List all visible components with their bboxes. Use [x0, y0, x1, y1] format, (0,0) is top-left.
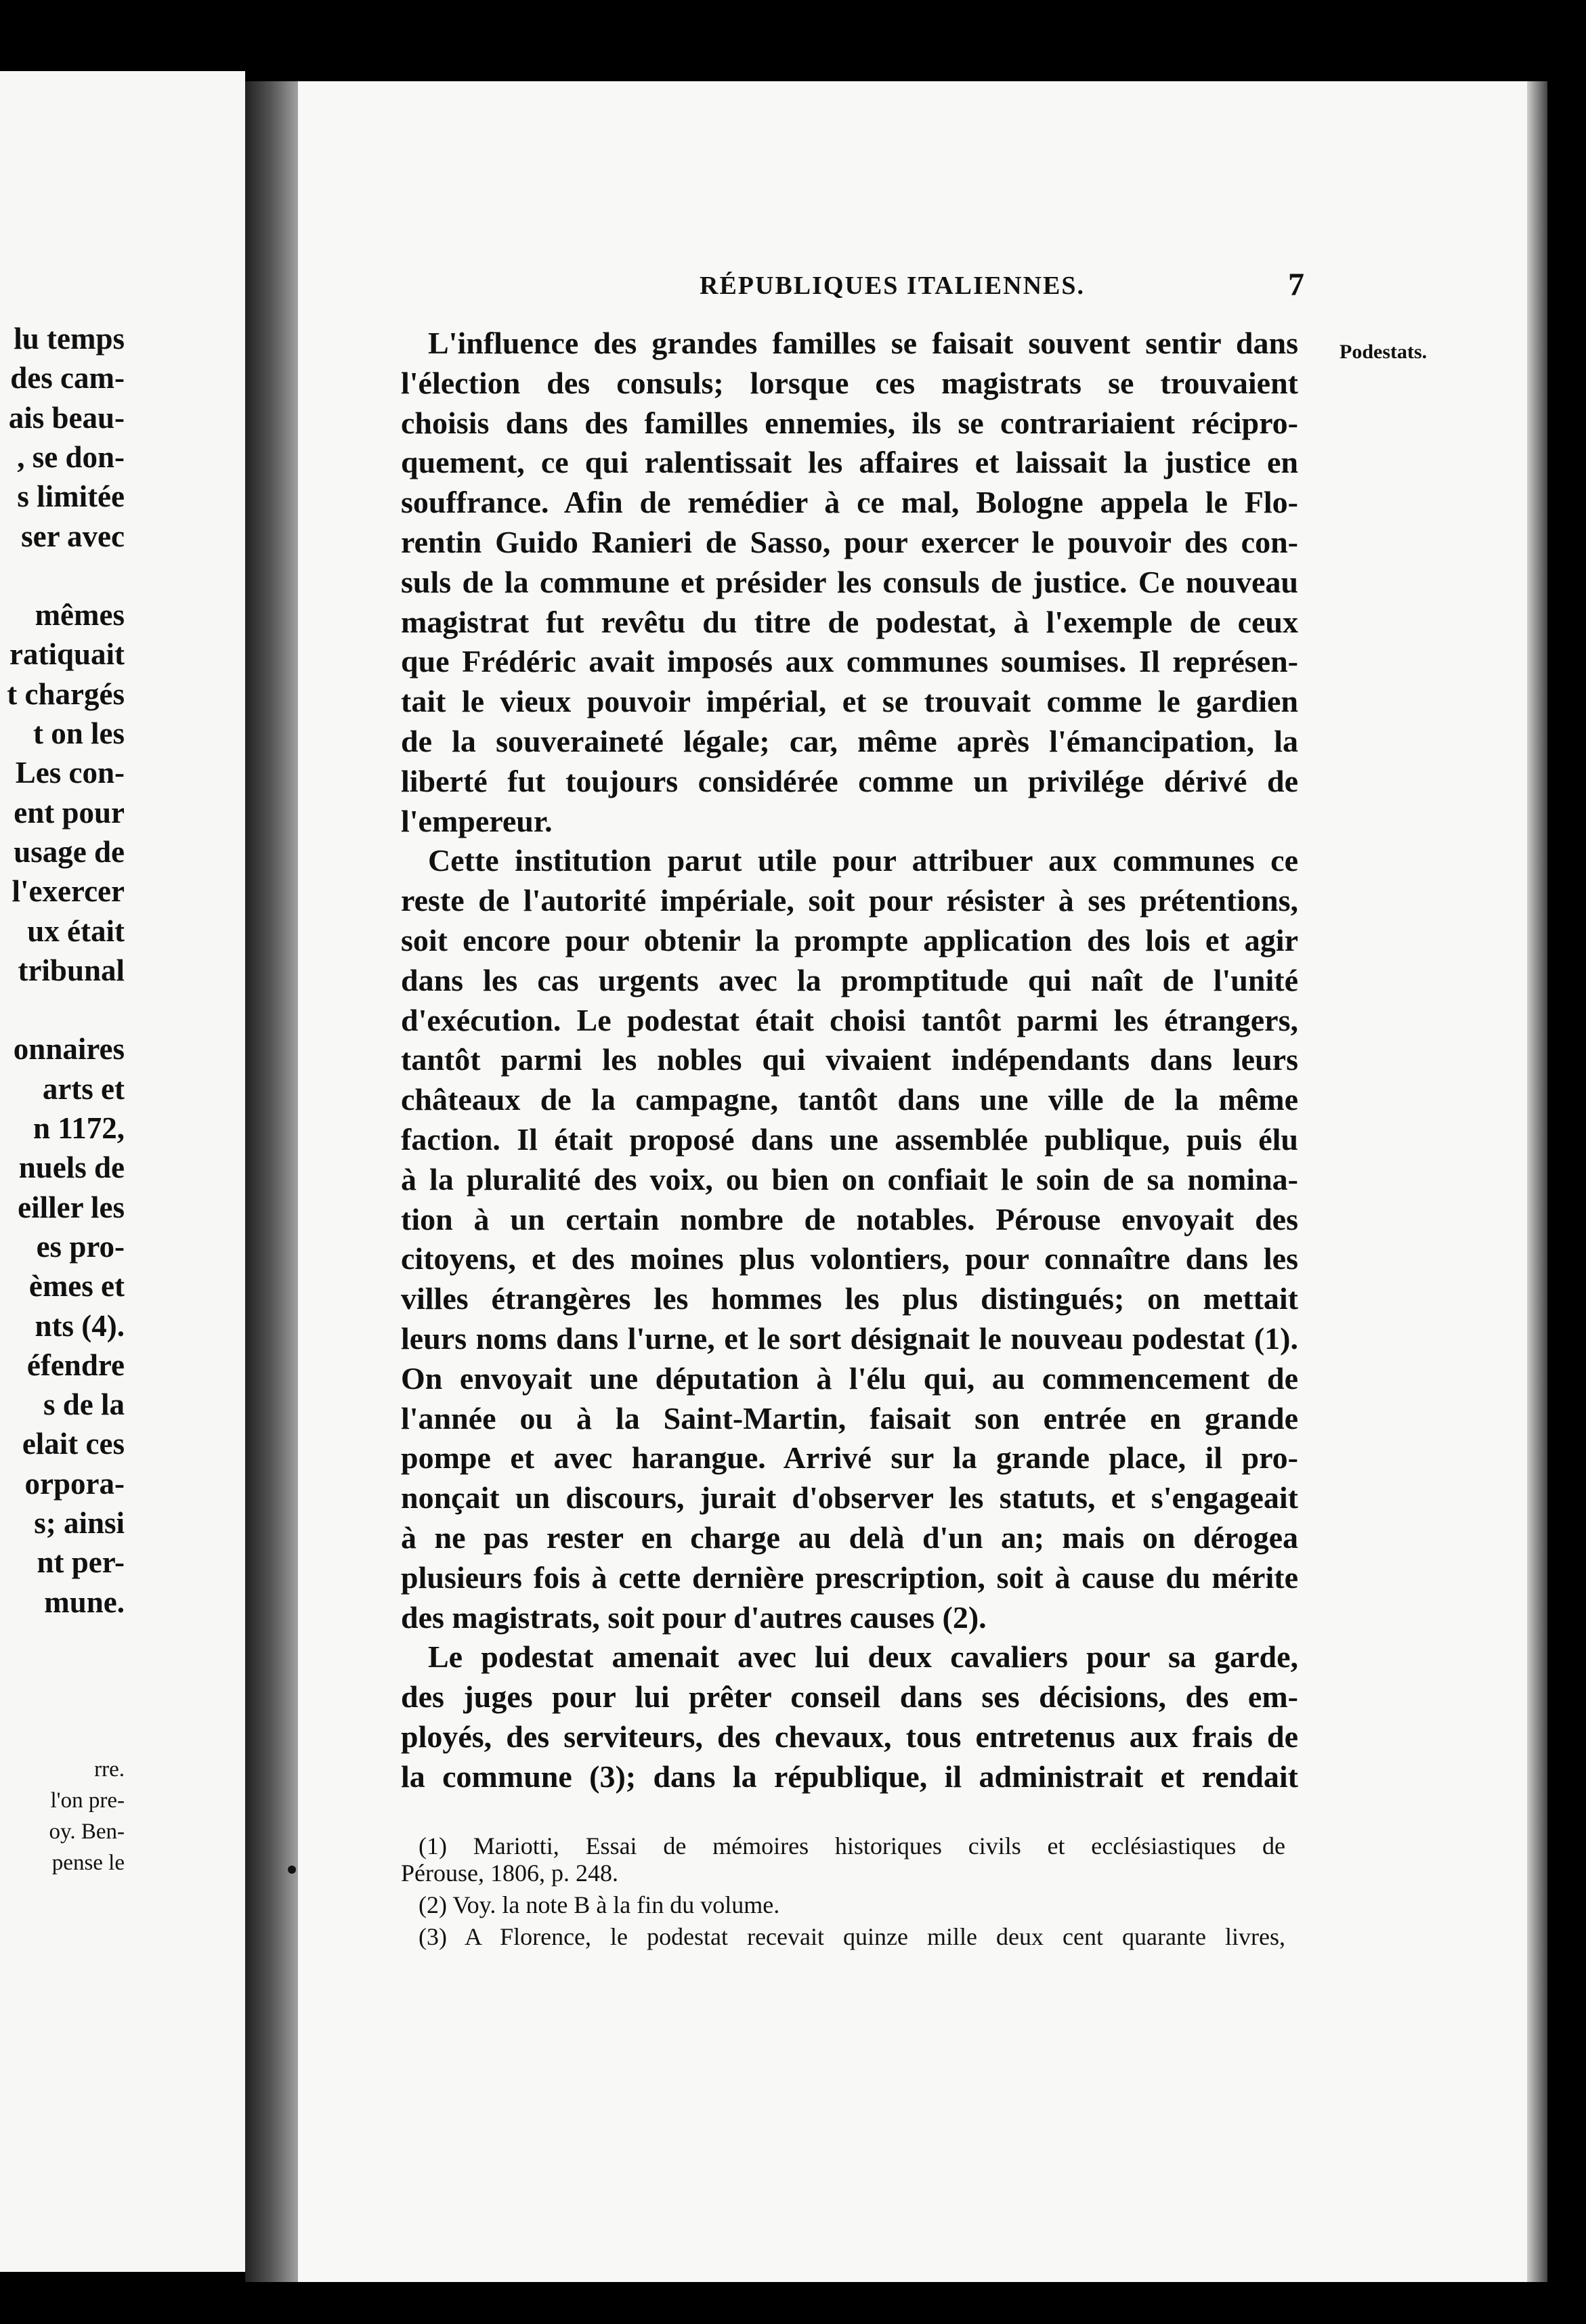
body-text-line: tait le vieux pouvoir impérial, et se trouvait comme le gardien: [401, 684, 1298, 719]
body-text-line: soit encore pour obtenir la prompte application des lois et agir: [401, 923, 1298, 957]
body-text-line: choisis dans des familles ennemies, ils se contrariaient récipro-: [401, 405, 1298, 440]
left-page-line: s de la: [43, 1387, 125, 1422]
body-text-line: châteaux de la campagne, tantôt dans une ville de la même: [401, 1082, 1298, 1117]
body-text-line: pompe et avec harangue. Arrivé sur la grande place, il pro-: [401, 1440, 1298, 1476]
body-text-line: tantôt parmi les nobles qui vivaient indépendants dans leurs: [401, 1042, 1298, 1077]
body-text-line: faction. Il était proposé dans une assemblée publique, puis élu: [401, 1122, 1298, 1157]
page-edge: [1527, 81, 1547, 2282]
left-page-line: nuels de: [18, 1150, 125, 1185]
left-page-line: éfendre: [26, 1348, 125, 1382]
left-page-line: s limitée: [17, 479, 125, 514]
left-page-line: des cam-: [10, 361, 125, 395]
running-header: RÉPUBLIQUES ITALIENNES.: [700, 272, 1086, 300]
left-page-line: elait ces: [22, 1427, 125, 1461]
left-page-line: èmes et: [28, 1269, 125, 1304]
body-text-line: villes étrangères les hommes les plus distingués; on mettait: [401, 1281, 1298, 1316]
left-page-line: nt per-: [37, 1545, 125, 1580]
footnote-line: Pérouse, 1806, p. 248.: [401, 1859, 618, 1887]
body-text-line: nonçait un discours, jurait d'observer les statuts, et s'engageait: [401, 1480, 1298, 1515]
body-text-line: l'élection des consuls; lorsque ces magistrats se trouvaient: [401, 365, 1298, 400]
left-page-line: nts (4).: [35, 1308, 125, 1343]
body-text-line: plusieurs fois à cette dernière prescription, soit à cause du mérite: [401, 1559, 1298, 1595]
page-number: 7: [1288, 267, 1304, 303]
body-text-line: souffrance. Afin de remédier à ce mal, Bologne appela le Flo-: [401, 485, 1298, 520]
left-page-line: eiller les: [18, 1190, 125, 1224]
left-page-line: Les con-: [15, 756, 125, 790]
body-text-line: Le podestat amenait avec lui deux cavaliers pour sa garde,: [428, 1639, 1298, 1675]
left-page-line: s; ainsi: [34, 1506, 125, 1540]
body-text-line: liberté fut toujours considérée comme un privilége dérivé de: [401, 763, 1298, 798]
previous-page-fragment: [0, 71, 245, 2272]
left-page-line: tribunal: [18, 953, 125, 987]
body-text-line: suls de la commune et présider les consuls de justice. Ce nouveau: [401, 564, 1298, 599]
body-text-line: la commune (3); dans la république, il administrait et rendait: [401, 1759, 1298, 1794]
left-page-line: orpora-: [24, 1466, 125, 1501]
left-page-line: ent pour: [14, 795, 125, 830]
left-page-line: mêmes: [35, 598, 125, 632]
body-text-line: à ne pas rester en charge au delà d'un an; mais on dérogea: [401, 1520, 1298, 1555]
body-text-line: leurs noms dans l'urne, et le sort désignait le nouveau podestat (1).: [401, 1321, 1298, 1356]
left-page-line: ser avec: [21, 519, 125, 553]
body-text-line: à la pluralité des voix, ou bien on confiait le soin de sa nomina-: [401, 1161, 1298, 1197]
left-page-line: usage de: [14, 834, 125, 869]
footnote-line: (2) Voy. la note B à la fin du volume.: [419, 1891, 780, 1918]
margin-note: Podestats.: [1339, 341, 1428, 363]
body-text-line: que Frédéric avait imposés aux communes soumises. Il représen-: [401, 644, 1298, 679]
footnote-line: (1) Mariotti, Essai de mémoires historiques civils et ecclésiastiques de: [419, 1832, 1285, 1859]
left-page-line: n 1172,: [33, 1111, 125, 1145]
body-text-line: Cette institution parut utile pour attribuer aux communes ce: [428, 843, 1298, 878]
body-text-line: quement, ce qui ralentissait les affaires et laissait la justice en: [401, 445, 1298, 480]
left-page-line: es pro-: [36, 1229, 125, 1264]
body-text-line: ployés, des serviteurs, des chevaux, tous entretenus aux frais de: [401, 1719, 1298, 1754]
body-text-line: reste de l'autorité impériale, soit pour résister à ses prétentions,: [401, 883, 1298, 918]
left-page-note: rre.: [94, 1757, 125, 1782]
body-text-line: rentin Guido Ranieri de Sasso, pour exercer le pouvoir des con-: [401, 525, 1298, 559]
left-page-line: onnaires: [13, 1032, 125, 1067]
left-page-line: ais beau-: [8, 400, 125, 435]
left-page-note: pense le: [51, 1851, 125, 1875]
left-page-note: oy. Ben-: [49, 1820, 125, 1844]
footnote-line: (3) A Florence, le podestat recevait quinze mille deux cent quarante livres,: [419, 1923, 1285, 1950]
left-page-note: l'on pre-: [50, 1788, 125, 1813]
body-text-line: des magistrats, soit pour d'autres causes (2).: [401, 1599, 987, 1635]
body-text-line: de la souveraineté légale; car, même après l'émancipation, la: [401, 724, 1298, 758]
left-page-line: ratiquait: [9, 637, 125, 672]
body-text-line: L'influence des grandes familles se faisait souvent sentir dans: [428, 326, 1298, 360]
body-text-line: On envoyait une députation à l'élu qui, au commencement de: [401, 1360, 1298, 1396]
left-page-line: t chargés: [7, 676, 125, 711]
body-text-line: l'empereur.: [401, 803, 553, 838]
body-text-line: citoyens, et des moines plus volontiers, pour connaître dans les: [401, 1241, 1298, 1276]
body-text-line: d'exécution. Le podestat était choisi tantôt parmi les étrangers,: [401, 1002, 1298, 1037]
margin-dot: [288, 1866, 296, 1874]
left-page-line: arts et: [42, 1071, 125, 1106]
body-text-line: magistrat fut revêtu du titre de podestat, à l'exemple de ceux: [401, 604, 1298, 639]
left-page-line: l'exercer: [12, 874, 125, 909]
left-page-line: t on les: [33, 716, 125, 750]
body-text-line: dans les cas urgents avec la promptitude qui naît de l'unité: [401, 962, 1298, 997]
left-page-line: ux était: [27, 913, 125, 948]
left-page-line: lu temps: [14, 322, 125, 356]
body-text-line: des juges pour lui prêter conseil dans ses décisions, des em-: [401, 1679, 1298, 1715]
body-text-line: l'année ou à la Saint-Martin, faisait son entrée en grande: [401, 1400, 1298, 1436]
left-page-line: mune.: [44, 1585, 125, 1619]
body-text-line: tion à un certain nombre de notables. Pérouse envoyait des: [401, 1201, 1298, 1236]
left-page-line: , se don-: [17, 439, 125, 474]
